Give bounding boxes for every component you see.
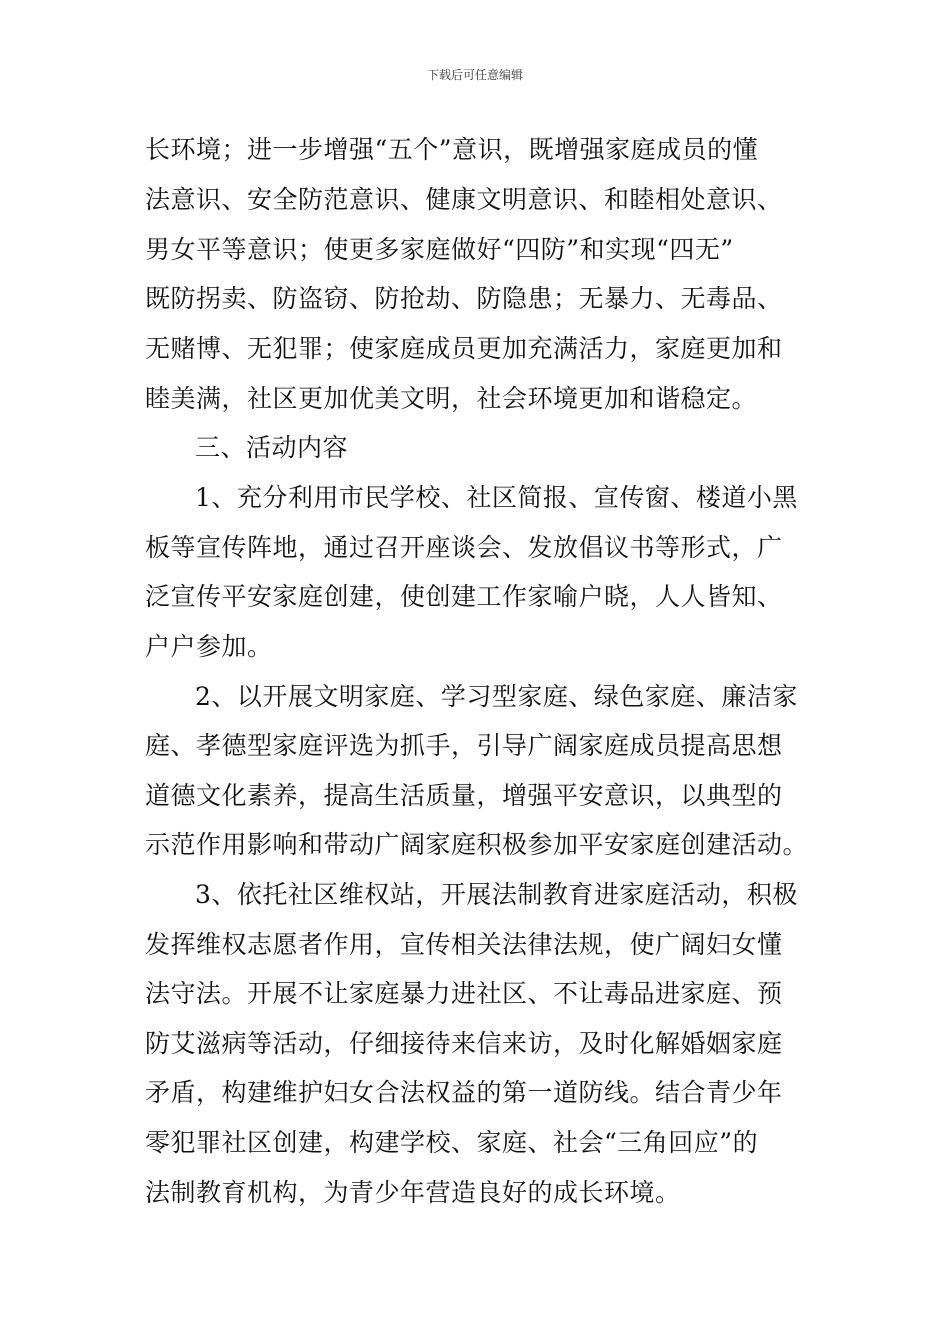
text-line: 睦美满，社区更加优美文明，社会环境更加和谐稳定。 bbox=[145, 384, 758, 413]
text-line: 发挥维权志愿者作用，宣传相关法律法规，使广阔妇女懂 bbox=[145, 930, 783, 959]
text-line: 矛盾，构建维护妇女合法权益的第一道防线。结合青少年 bbox=[145, 1078, 783, 1107]
text-line: 庭、孝德型家庭评选为抓手，引导广阔家庭成员提高思想 bbox=[145, 731, 783, 760]
text-line: 泛宣传平安家庭创建，使创建工作家喻户晓，人人皆知、 bbox=[145, 582, 783, 611]
text-line: 板等宣传阵地，通过召开座谈会、发放倡议书等形式，广 bbox=[145, 533, 783, 562]
text-line: 1、充分利用市民学校、社区简报、宣传窗、楼道小黑 bbox=[195, 483, 798, 512]
text-line: 既防拐卖、防盗窃、防抢劫、防隐患；无暴力、无毒品、 bbox=[145, 284, 783, 313]
text-line: 2、以开展文明家庭、学习型家庭、绿色家庭、廉洁家 bbox=[195, 682, 798, 711]
text-line: 法守法。开展不让家庭暴力进社区、不让毒品进家庭、预 bbox=[145, 979, 783, 1008]
text-line: 零犯罪社区创建，构建学校、家庭、社会“三角回应”的 bbox=[145, 1128, 759, 1157]
text-line: 长环境；进一步增强“五个”意识，既增强家庭成员的懂 bbox=[145, 135, 759, 164]
page-header: 下载后可任意编辑 bbox=[426, 68, 523, 82]
text-line: 法制教育机构，为青少年营造良好的成长环境。 bbox=[145, 1178, 681, 1207]
text-line: 示范作用影响和带动广阔家庭积极参加平安家庭创建活动。 bbox=[145, 830, 809, 859]
text-line: 道德文化素养，提高生活质量，增强平安意识，以典型的 bbox=[145, 781, 783, 810]
text-line: 无赌博、无犯罪；使家庭成员更加充满活力，家庭更加和 bbox=[145, 334, 783, 363]
text-line: 3、依托社区维权站，开展法制教育进家庭活动，积极 bbox=[195, 880, 798, 909]
section-heading: 三、活动内容 bbox=[195, 433, 349, 462]
text-line: 法意识、安全防范意识、健康文明意识、和睦相处意识、 bbox=[145, 185, 783, 214]
text-line: 户户参加。 bbox=[145, 632, 273, 661]
text-line: 男女平等意识；使更多家庭做好“四防”和实现“四无” bbox=[145, 235, 734, 264]
text-line: 防艾滋病等活动，仔细接待来信来访，及时化解婚姻家庭 bbox=[145, 1029, 783, 1058]
